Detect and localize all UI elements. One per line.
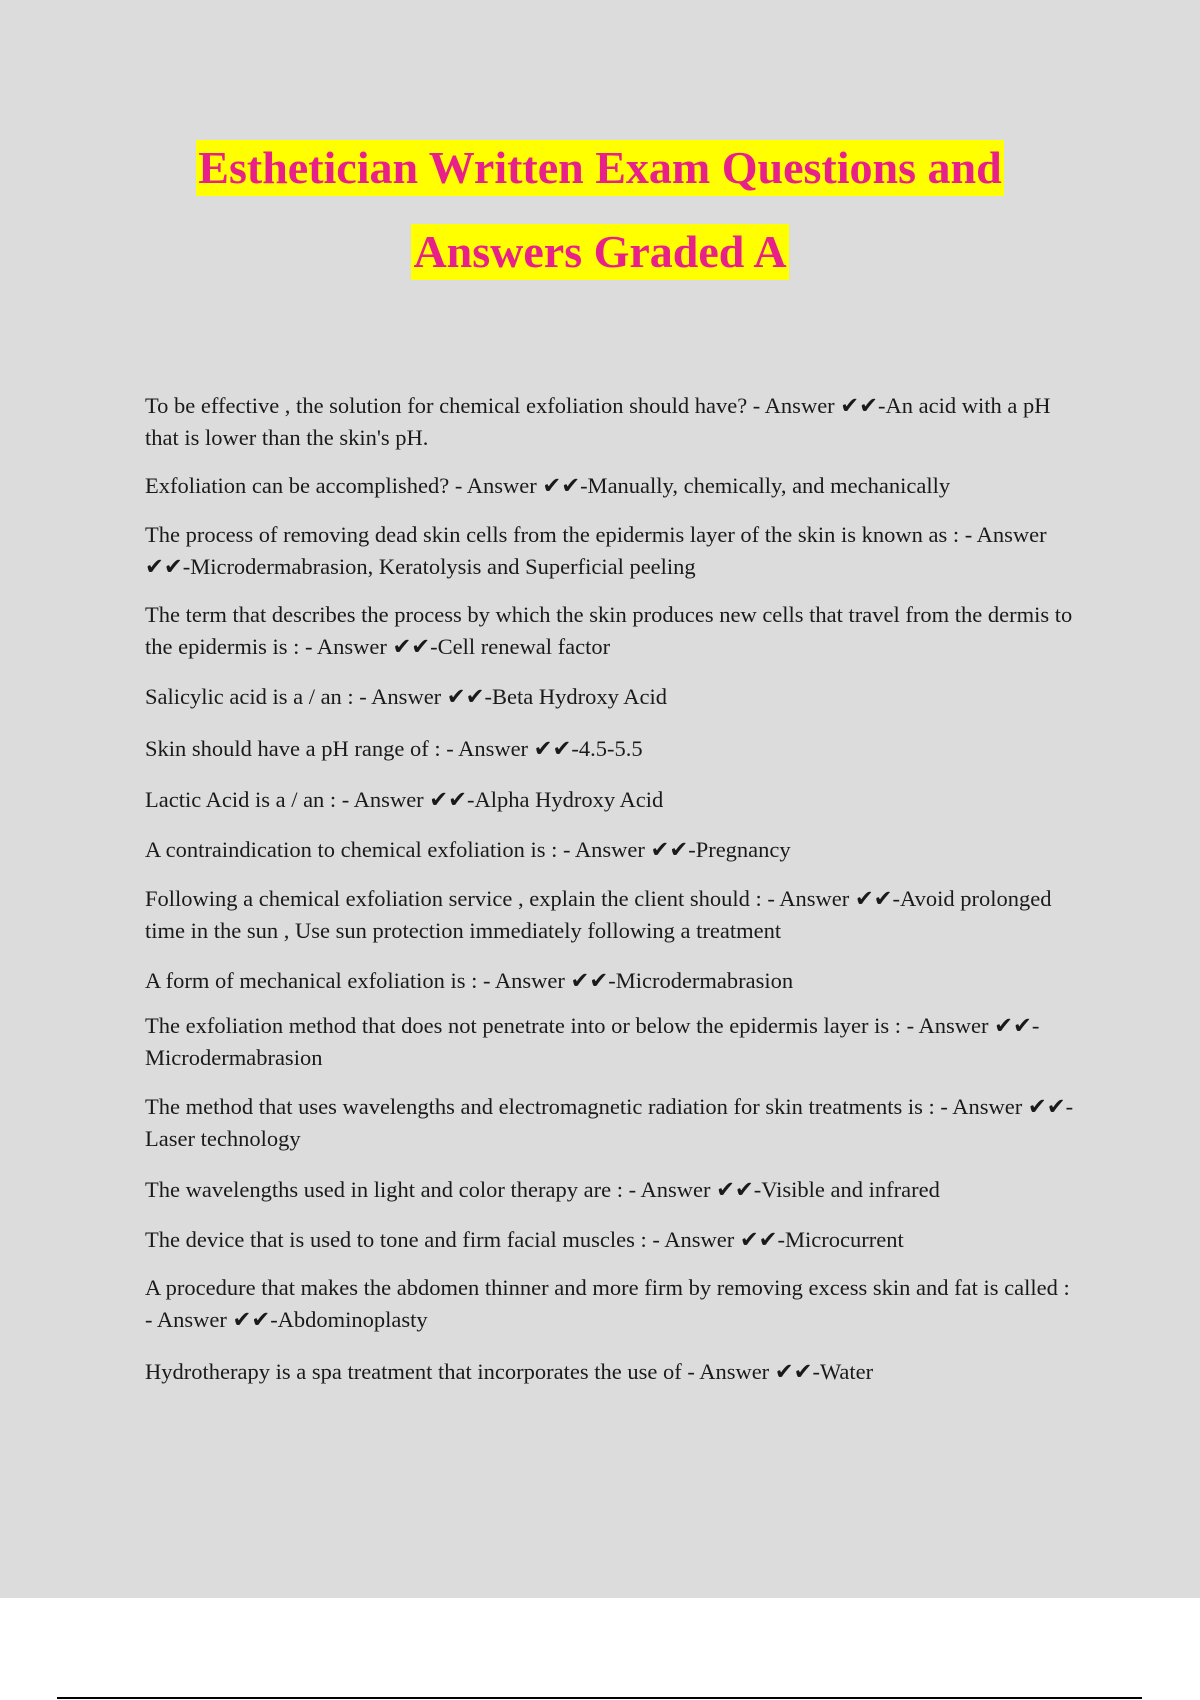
page-title — [0, 140, 1200, 280]
qa-item: A form of mechanical exfoliation is : - Answer ✔✔-Microdermabrasion — [145, 968, 794, 993]
qa-item: A procedure that makes the abdomen thinner and more firm by removing excess skin and fat is called : - Answer ✔✔-Abdominoplasty — [145, 1275, 1070, 1332]
qa-item: To be effective , the solution for chemical exfoliation should have? - Answer ✔✔-An acid with a pH that is lower than the skin's pH. — [145, 393, 1051, 450]
qa-item: A contraindication to chemical exfoliation is : - Answer ✔✔-Pregnancy — [145, 837, 791, 862]
qa-item: Lactic Acid is a / an : - Answer ✔✔-Alpha Hydroxy Acid — [145, 787, 664, 812]
qa-item: The exfoliation method that does not penetrate into or below the epidermis layer is : - Answer ✔✔-Microdermabrasion — [145, 1013, 1040, 1070]
qa-item: Exfoliation can be accomplished? - Answer ✔✔-Manually, chemically, and mechanically — [145, 473, 951, 498]
qa-item: Skin should have a pH range of : - Answer ✔✔-4.5-5.5 — [145, 736, 643, 761]
qa-list — [145, 390, 1080, 1388]
footer-divider — [57, 1697, 1142, 1699]
qa-item: The term that describes the process by which the skin produces new cells that travel from the dermis to the epidermis is : - Answer ✔✔-Cell renewal factor — [145, 602, 1073, 659]
qa-item: Salicylic acid is a / an : - Answer ✔✔-Beta Hydroxy Acid — [145, 684, 667, 709]
title-line-2: Answers Graded A — [411, 224, 788, 280]
qa-item: The process of removing dead skin cells from the epidermis layer of the skin is known as : - Answer ✔✔-Microdermabrasion, Keratolysis and Superficial peeling — [145, 522, 1047, 579]
qa-item: Hydrotherapy is a spa treatment that incorporates the use of - Answer ✔✔-Water — [145, 1359, 874, 1384]
qa-item: Following a chemical exfoliation service , explain the client should : - Answer ✔✔-Avoid prolonged time in the sun , Use sun protection immediately following a treatment — [145, 886, 1052, 943]
qa-item: The device that is used to tone and firm facial muscles : - Answer ✔✔-Microcurrent — [145, 1227, 904, 1252]
qa-item: The wavelengths used in light and color therapy are : - Answer ✔✔-Visible and infrared — [145, 1177, 940, 1202]
qa-item: The method that uses wavelengths and electromagnetic radiation for skin treatments is : - Answer ✔✔-Laser technology — [145, 1094, 1074, 1151]
title-line-1: Esthetician Written Exam Questions and — [196, 140, 1003, 196]
